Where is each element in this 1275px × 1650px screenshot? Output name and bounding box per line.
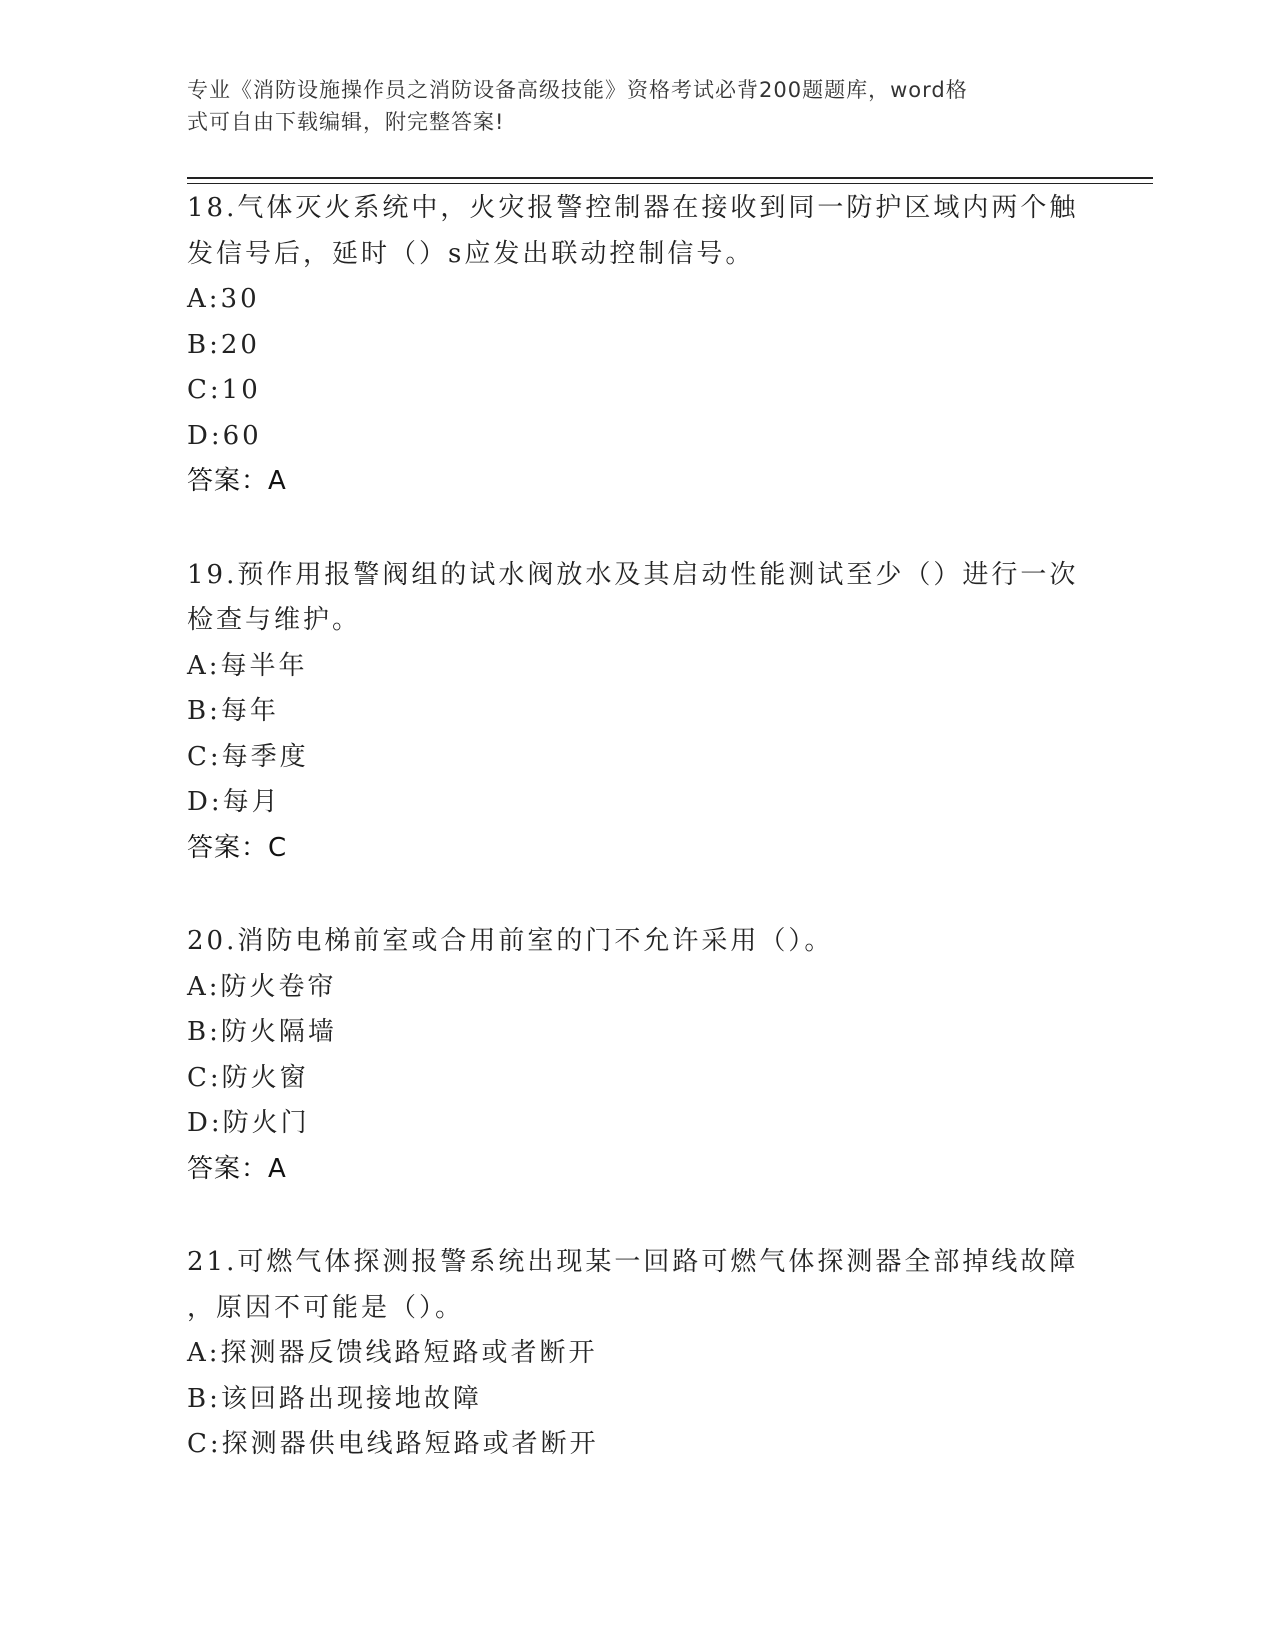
option-c: C:每季度 (187, 741, 309, 772)
question-text-line: 发信号后，延时（）s应发出联动控制信号。 (187, 238, 755, 269)
header-intro-line-1: 专业《消防设施操作员之消防设备高级技能》资格考试必背200题题库，word格 (187, 78, 968, 102)
question-spacer (187, 871, 1087, 919)
question-text-line: 21.可燃气体探测报警系统出现某一回路可燃气体探测器全部掉线故障 (187, 1247, 1079, 1277)
option-b: B:该回路出现接地故障 (187, 1383, 482, 1414)
option-c: C:探测器供电线路短路或者断开 (187, 1429, 599, 1459)
header-divider-thick (187, 177, 1153, 179)
question-text-line: 18.气体灭火系统中，火灾报警控制器在接收到同一防护区域内两个触 (187, 193, 1079, 223)
answer-label: 答案：C (187, 832, 288, 863)
question-list (187, 186, 1087, 1468)
option-b: B:防火隔墙 (187, 1017, 337, 1047)
question-text-line: ，原因不可能是（）。 (187, 1292, 465, 1323)
question-text-line: 检查与维护。 (187, 605, 362, 635)
header-divider-thin (187, 183, 1153, 184)
document-header (187, 74, 1067, 138)
question-text-line: 19.预作用报警阀组的试水阀放水及其启动性能测试至少（）进行一次 (187, 559, 1079, 590)
question-20 (187, 919, 1087, 1192)
option-d: D:60 (187, 420, 262, 451)
question-spacer (187, 1192, 1087, 1240)
option-b: B:每年 (187, 696, 279, 726)
option-a: A:30 (187, 284, 260, 314)
option-c: C:10 (187, 375, 261, 405)
question-18 (187, 186, 1087, 505)
option-a: A:探测器反馈线路短路或者断开 (187, 1338, 598, 1368)
answer-label: 答案：A (187, 466, 287, 496)
option-a: A:防火卷帘 (187, 971, 337, 1002)
option-c: C:防火窗 (187, 1062, 309, 1093)
answer-label: 答案：A (187, 1153, 287, 1184)
option-d: D:防火门 (187, 1108, 310, 1138)
header-intro-line-2: 式可自由下载编辑，附完整答案! (187, 110, 505, 134)
question-spacer (187, 505, 1087, 553)
option-a: A:每半年 (187, 650, 308, 681)
option-d: D:每月 (187, 787, 281, 817)
question-19 (187, 553, 1087, 872)
question-21 (187, 1240, 1087, 1468)
question-text-line: 20.消防电梯前室或合用前室的门不允许采用（）。 (187, 926, 834, 956)
option-b: B:20 (187, 329, 260, 360)
